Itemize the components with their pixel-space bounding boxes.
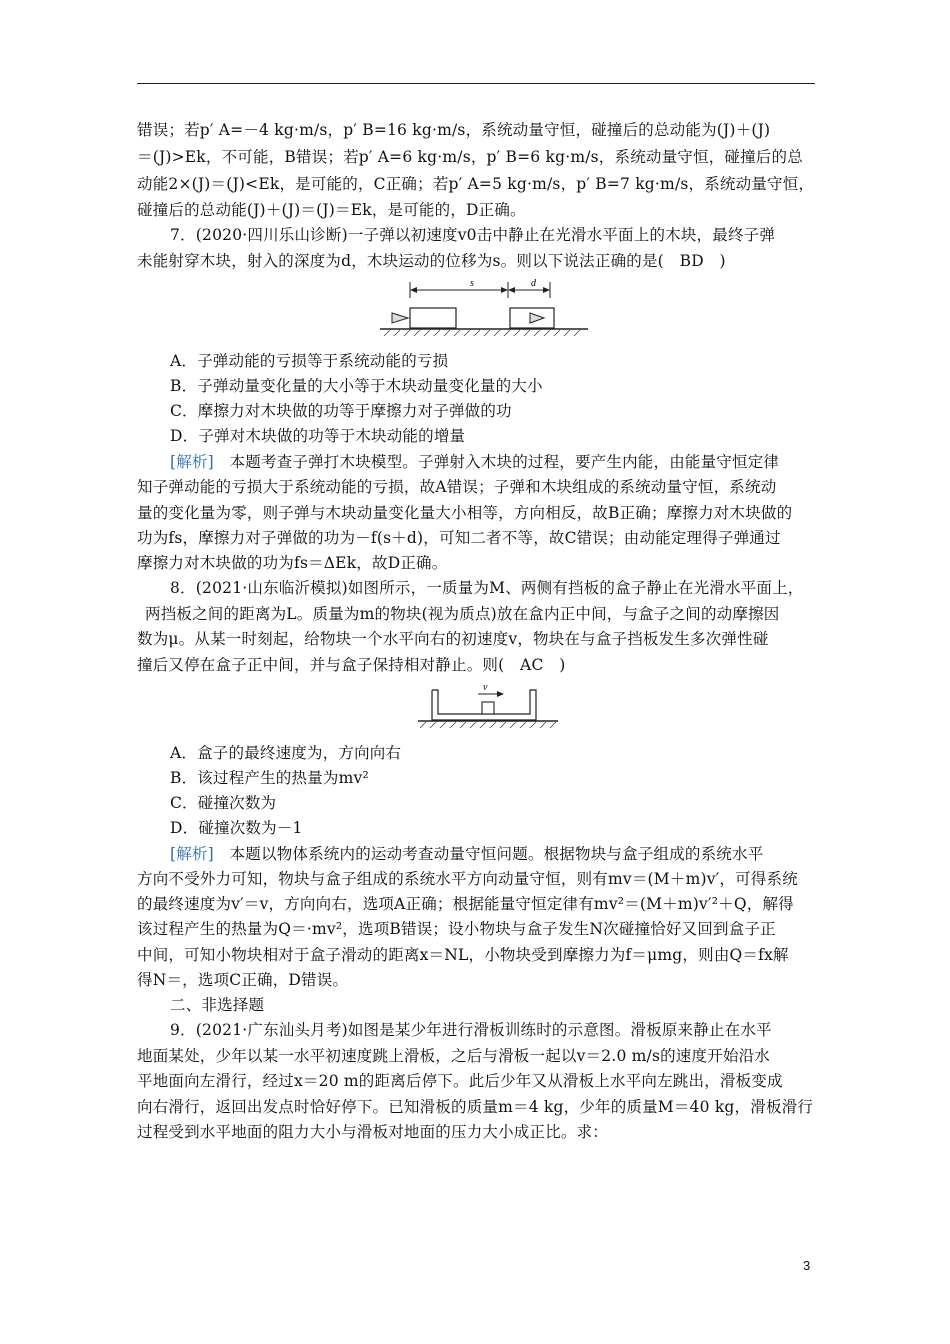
header-rule: [137, 83, 815, 84]
analysis-line: 中间，可知小物块相对于盒子滑动的距离x＝NL，小物块受到摩擦力为f＝μmg，则由Q＝fx解: [137, 946, 789, 964]
option-d: D．子弹对木块做的功等于木块动能的增量: [170, 427, 466, 445]
question-9-stem: 向右滑行，返回出发点时恰好停下。已知滑板的质量m＝4 kg，少年的质量M＝40 kg，滑板滑行: [137, 1098, 814, 1116]
text-line: 错误；若p′ A=－4 kg·m/s，p′ B=16 kg·m/s，系统动量守恒，碰撞后的总动能为(J)＋(J): [137, 121, 771, 139]
option-c: C．碰撞次数为: [170, 794, 277, 812]
question-9-stem: 9．(2021·广东汕头月考)如图是某少年进行滑板训练时的示意图。滑板原来静止在水平: [170, 1021, 772, 1039]
analysis-line: 功为fs，摩擦力对子弹做的功为－f(s＋d)，可知二者不等，故C错误；由动能定理得子弹通过: [137, 529, 781, 547]
text-line: 动能2×(J)＝(J)<Ek，是可能的，C正确；若p′ A=5 kg·m/s，p′ B=7 kg·m/s，系统动量守恒，: [137, 175, 815, 193]
analysis-line: [170, 451, 848, 473]
question-8-stem: 两挡板之间的距离为L。质量为m的物块(视为质点)放在盒内正中间，与盒子之间的动摩擦因: [145, 605, 780, 623]
analysis-text: 本题以物体系统内的运动考查动量守恒问题。根据物块与盒子组成的系统水平: [229, 845, 764, 863]
question-8-stem: 数为μ。从某一时刻起，给物块一个水平向右的初速度v，物块在与盒子挡板发生多次弹性碰: [137, 630, 769, 648]
page-number: 3: [803, 1258, 811, 1273]
label-s: s: [470, 278, 474, 289]
analysis-label: [解析]: [170, 453, 214, 471]
question-9-stem: 过程受到水平地面的阻力大小与滑板对地面的压力大小成正比。求：: [137, 1123, 609, 1141]
analysis-line: [170, 843, 848, 865]
option-c: C．摩擦力对木块做的功等于摩擦力对子弹做的功: [170, 402, 512, 420]
text-line: ＝(J)>Ek，不可能，B错误；若p′ A=6 kg·m/s，p′ B=6 kg·m/s，系统动量守恒，碰撞后的总: [137, 148, 803, 166]
analysis-line: 知子弹动能的亏损大于系统动能的亏损，故A错误；子弹和木块组成的系统动量守恒，系统动: [137, 478, 777, 496]
question-9-stem: 地面某处，少年以某一水平初速度跳上滑板，之后与滑板一起以v＝2.0 m/s的速度开始沿水: [137, 1047, 771, 1065]
analysis-line: 量的变化量为零，则子弹与木块动量变化量大小相等，方向相反，故B正确；摩擦力对木块做的: [137, 504, 793, 522]
analysis-label: [解析]: [170, 845, 214, 863]
bullet-block-diagram: [380, 276, 590, 342]
question-7-stem: 未能射穿木块，射入的深度为d，木块运动的位移为s。则以下说法正确的是( BD ): [137, 252, 726, 270]
section-heading: 二、非选择题: [170, 996, 265, 1014]
option-b: B．该过程产生的热量为mv²: [170, 769, 369, 787]
question-8-stem: 撞后又停在盒子正中间，并与盒子保持相对静止。则( AC ): [137, 656, 566, 674]
option-a: A．盒子的最终速度为，方向向右: [170, 744, 402, 762]
question-8-stem: 8．(2021·山东临沂模拟)如图所示，一质量为M、两侧有挡板的盒子静止在光滑水平面上，: [170, 579, 804, 597]
analysis-line: 方向不受外力可知，物块与盒子组成的系统水平方向动量守恒，则有mv＝(M＋m)v′，可得系统: [137, 870, 798, 888]
question-7-stem: 7．(2020·四川乐山诊断)一子弹以初速度v0击中静止在光滑水平面上的木块，最终子弹: [170, 226, 776, 244]
label-v: v: [483, 682, 488, 693]
option-d: D．碰撞次数为－1: [170, 819, 303, 837]
analysis-line: 该过程产生的热量为Q＝·mv²，选项B错误；设小物块与盒子发生N次碰撞恰好又回到盒子正: [137, 920, 776, 938]
analysis-text: 本题考查子弹打木块模型。子弹射入木块的过程，要产生内能，由能量守恒定律: [229, 453, 780, 471]
analysis-line: 摩擦力对木块做的功为fs＝ΔEk，故D正确。: [137, 554, 448, 572]
label-d: d: [531, 278, 536, 289]
box-block-diagram: [412, 680, 562, 732]
analysis-line: 的最终速度为v′＝v，方向向右，选项A正确；根据能量守恒定律有mv²＝(M＋m)v′²＋Q，解得: [137, 895, 794, 913]
question-9-stem: 平地面向左滑行，经过x＝20 m的距离后停下。此后少年又从滑板上水平向左跳出，滑板变成: [137, 1072, 783, 1090]
option-b: B．子弹动量变化量的大小等于木块动量变化量的大小: [170, 377, 543, 395]
analysis-line: 得N＝，选项C正确，D错误。: [137, 971, 349, 989]
option-a: A．子弹动能的亏损等于系统动能的亏损: [170, 352, 449, 370]
text-line: 碰撞后的总动能(J)＋(J)＝(J)＝Ek，是可能的，D正确。: [137, 201, 526, 219]
